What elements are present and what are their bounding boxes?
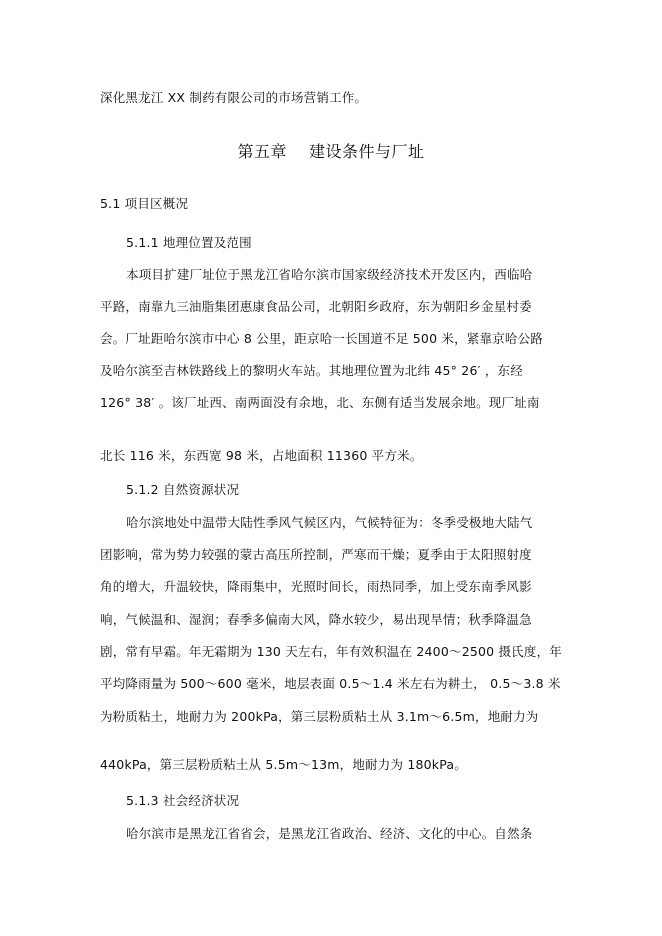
paragraph-line: 平路，南靠九三油脂集团惠康食品公司，北朝阳乡政府，东为朝阳乡金星村委 — [100, 299, 532, 314]
subsection-heading-5-1-1: 5.1.1 地理位置及范围 — [126, 235, 252, 250]
paragraph-line: 北长 116 米，东西宽 98 米，占地面积 11360 平方米。 — [100, 448, 423, 463]
paragraph-line: 剧，常有早霜。年无霜期为 130 天左右，年有效积温在 2400～2500 摄氏度，年 — [100, 644, 562, 659]
chapter-title: 建设条件与厂址 — [309, 142, 425, 161]
paragraph-line: 本项目扩建厂址位于黑龙江省哈尔滨市国家级经济技术开发区内，西临哈 — [126, 267, 533, 282]
paragraph-line: 440kPa，第三层粉质粘土从 5.5m～13m，地耐力为 180kPa。 — [100, 757, 467, 772]
chapter-heading — [0, 142, 662, 162]
paragraph-line: 126° 38′ 。该厂址西、南两面没有余地，北、东侧有适当发展余地。现厂址南 — [100, 395, 540, 410]
paragraph-line: 哈尔滨市是黑龙江省省会，是黑龙江省政治、经济、文化的中心。自然条 — [126, 826, 533, 841]
chapter-number: 第五章 — [237, 142, 287, 161]
paragraph-line: 团影响，常为势力较强的蒙古高压所控制，严寒而干燥；夏季由于太阳照射度 — [100, 547, 532, 562]
subsection-heading-5-1-2: 5.1.2 自然资源状况 — [126, 482, 240, 497]
paragraph-line: 角的增大，升温较快，降雨集中，光照时间长，雨热同季，加上受东南季风影 — [100, 579, 532, 594]
paragraph-line: 及哈尔滨至吉林铁路线上的黎明火车站。其地理位置为北纬 45° 26′ ，东经 — [100, 363, 523, 378]
paragraph-line: 为粉质粘土，地耐力为 200kPa，第三层粉质粘土从 3.1m～6.5m，地耐力为 — [100, 709, 539, 724]
intro-line: 深化黑龙江 XX 制药有限公司的市场营销工作。 — [100, 90, 368, 105]
section-heading-5-1: 5.1 项目区概况 — [100, 196, 189, 211]
subsection-heading-5-1-3: 5.1.3 社会经济状况 — [126, 793, 240, 808]
paragraph-line: 平均降雨量为 500～600 毫米，地层表面 0.5～1.4 米左右为耕土， 0.5～3.8 米 — [100, 676, 561, 691]
paragraph-line: 会。厂址距哈尔滨市中心 8 公里，距京哈一长国道不足 500 米，紧靠京哈公路 — [100, 331, 544, 346]
paragraph-line: 响，气候温和、湿润；春季多偏南大风，降水较少，易出现旱情；秋季降温急 — [100, 612, 532, 627]
paragraph-line: 哈尔滨地处中温带大陆性季风气候区内，气候特征为：冬季受极地大陆气 — [126, 515, 533, 530]
